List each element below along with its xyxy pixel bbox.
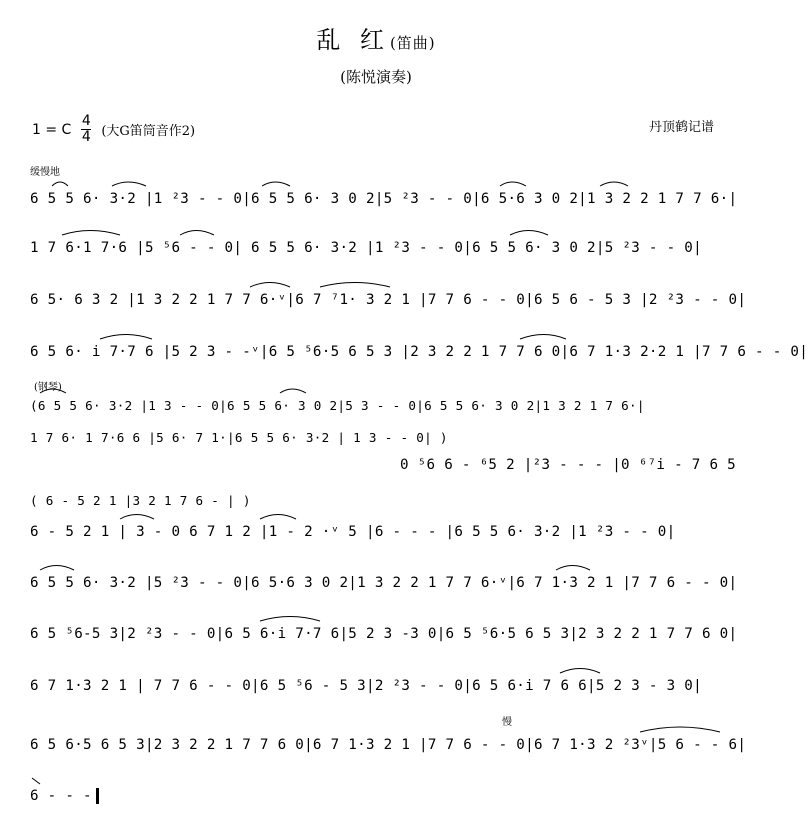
slur [600, 182, 628, 186]
slur [560, 669, 600, 674]
score-line-6: 1 7 6· 1 7·6 6 |5 6· 7 1·|6 5 5 6· 3·2 | 1 3 - - 0| ) [30, 430, 448, 445]
score-line-13: 6 5 6·5 6 5 3|2 3 2 2 1 7 7 6 0|6 7 1·3 2 1 |7 7 6 - - 0|6 7 1·3 2 ²3ᵛ|5 6 - - 6| [30, 737, 747, 753]
slur [120, 515, 154, 520]
score-line-5: (6 5 5 6· 3·2 |1 3 - - 0|6 5 5 6· 3 0 2|5 3 - - 0|6 5 5 6· 3 0 2|1 3 2 1 7 6·| [30, 398, 645, 413]
final-barline [96, 788, 99, 804]
slur [640, 727, 720, 732]
time-signature [81, 114, 91, 145]
performer-credit: (陈悦演奏) [340, 68, 412, 86]
score-line-8: ( 6 - 5 2 1 |3 2 1 7 6 - | ) [30, 493, 251, 508]
score-line-9: 6 - 5 2 1 | 3 - 0 6 7 1 2 |1 - 2 ·ᵛ 5 |6 - - - |6 5 5 6· 3·2 |1 ²3 - - 0| [30, 524, 676, 540]
piano-mark: (钢琴) [34, 382, 62, 393]
score-line-2: 1 7 6·1 7·6 |5 ⁵6 - - 0| 6 5 5 6· 3·2 |1 ²3 - - 0|6 5 5 6· 3 0 2|5 ²3 - - 0| [30, 240, 702, 256]
score-line-14 [30, 786, 150, 806]
slur [52, 182, 68, 186]
score-line-3: 6 5· 6 3 2 |1 3 2 2 1 7 7 6·ᵛ|6 7 ⁷1· 3 2 1 |7 7 6 - - 0|6 5 6 - 5 3 |2 ²3 - - 0| [30, 292, 747, 308]
page-title [0, 20, 752, 55]
score-line-11: 6 5 ⁵6-5 3|2 ²3 - - 0|6 5 6·i 7·7 6|5 2 3 -3 0|6 5 ⁵6·5 6 5 3|2 3 2 2 1 7 7 6 0| [30, 626, 738, 642]
tonic-label: 1 = C [32, 121, 72, 138]
slur [556, 566, 590, 571]
slur [260, 617, 320, 622]
slur [262, 182, 290, 186]
slur [40, 566, 74, 571]
breath-mark [32, 778, 40, 784]
slur [260, 515, 296, 520]
slur [520, 335, 566, 340]
slur [180, 231, 214, 236]
slur [510, 231, 548, 236]
score-line-12: 6 7 1·3 2 1 | 7 7 6 - - 0|6 5 ⁵6 - 5 3|2 ²3 - - 0|6 5 6·i 7 6 6|5 2 3 - 3 0| [30, 678, 702, 694]
title-suffix: (笛曲) [389, 34, 436, 52]
slur [250, 283, 290, 288]
score-line-1: 6 5 5 6· 3·2 |1 ²3 - - 0|6 5 5 6· 3 0 2|5 ²3 - - 0|6 5·6 3 0 2|1 3 2 2 1 7 7 6·| [30, 191, 738, 207]
final-notes: 6 - - - [30, 788, 92, 804]
tempo-mark: 缓慢地 [30, 167, 60, 178]
score-line-10: 6 5 5 6· 3·2 |5 ²3 - - 0|6 5·6 3 0 2|1 3 2 2 1 7 7 6·ᵛ|6 7 1·3 2 1 |7 7 6 - - 0| [30, 575, 738, 591]
score-line-7: 0 ⁵6 6 - ⁶5 2 |²3 - - - |0 ⁶⁷i - 7 6 5 [400, 457, 736, 473]
title-text: 乱 红 [316, 26, 390, 54]
slur [112, 182, 146, 186]
transcriber-credit: 丹顶鹤记谱 [648, 120, 714, 135]
time-bottom: 4 [81, 129, 91, 145]
time-top: 4 [81, 113, 91, 129]
slur [280, 389, 306, 393]
slur [500, 182, 526, 186]
slur [100, 335, 152, 340]
score-line-4: 6 5 6· i 7·7 6 |5 2 3 - -ᵛ|6 5 ⁵6·5 6 5 3 |2 3 2 2 1 7 7 6 0|6 7 1·3 2·2 1 |7 7 6 - - 0| [30, 344, 808, 360]
key-signature [32, 114, 195, 145]
slur [320, 283, 390, 288]
slur [62, 231, 120, 236]
flute-note: (大G笛筒音作2) [101, 124, 196, 139]
slow-mark: 慢 [502, 717, 512, 728]
